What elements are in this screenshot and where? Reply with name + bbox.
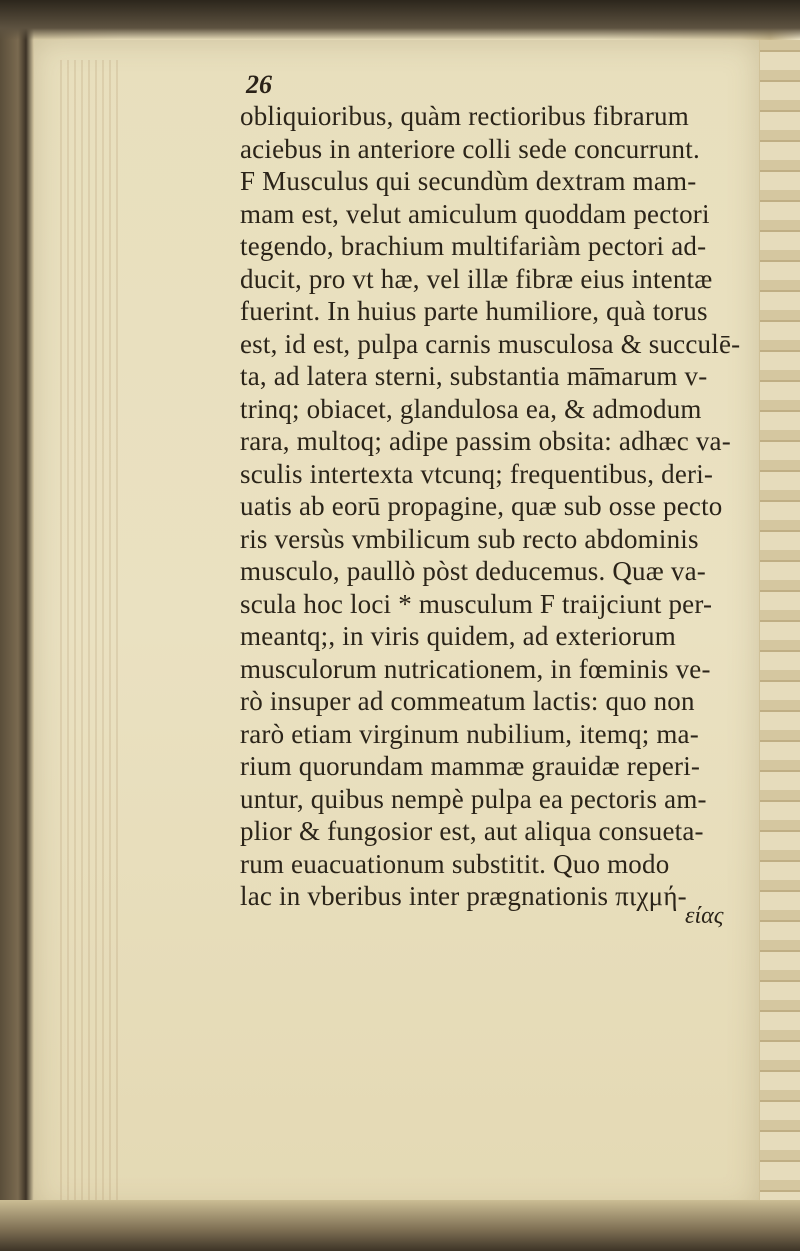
text-line: ta, ad latera sterni, substantia mā̄marum v- (240, 361, 708, 391)
scan-background-bottom (0, 1200, 800, 1251)
page-number: 26 (246, 70, 272, 99)
text-line: ducit, pro vt hæ, vel illæ fibræ eius intentæ (240, 263, 713, 294)
text-line: aciebus in anteriore colli sede concurrunt. (240, 133, 700, 164)
text-line: sculis intertexta vtcunq; frequentibus, deri- (240, 458, 714, 489)
text-line: F Musculus qui secundùm dextram mam- (240, 166, 697, 196)
text-line: est, id est, pulpa carnis musculosa & succulē- (240, 328, 740, 359)
text-line: uatis ab eorū propagine, quæ sub osse pecto (240, 491, 723, 521)
text-line: tegendo, brachium multifariàm pectori ad- (240, 231, 707, 261)
text-line: ris versùs vmbilicum sub recto abdominis (240, 523, 699, 554)
catchword: είας (685, 903, 724, 929)
text-line: lac in vberibus inter prægnationis πιχμή- (240, 881, 687, 911)
text-line: rò insuper ad commeatum lactis: quo non (240, 686, 695, 716)
scan-background-top (0, 0, 800, 40)
text-line: musculo, paullò pòst deducemus. Quæ va- (240, 556, 706, 586)
text-line: fuerint. In huius parte humiliore, quà torus (240, 296, 708, 326)
bleed-through-left (60, 60, 120, 1210)
text-line: scula hoc loci * musculum F traijciunt per- (240, 588, 713, 619)
page-edges-right (760, 40, 800, 1210)
text-line: rara, multoq; adipe passim obsita: adhæc va- (240, 426, 731, 456)
text-line: musculorum nutricationem, in fœminis ve- (240, 653, 711, 684)
text-line: untur, quibus nempè pulpa ea pectoris am- (240, 783, 707, 814)
text-line: obliquioribus, quàm rectioribus fibrarum (240, 101, 689, 131)
text-line: meantq;, in viris quidem, ad exteriorum (240, 621, 676, 651)
body-text (240, 100, 740, 913)
text-line: rium quorundam mammæ grauidæ reperi- (240, 751, 701, 781)
text-line: mam est, velut amiculum quoddam pectori (240, 198, 710, 229)
text-line: plior & fungosior est, aut aliqua consueta- (240, 816, 704, 846)
text-line: trinq; obiacet, glandulosa ea, & admodum (240, 393, 702, 424)
text-line: rum euacuationum substitit. Quo modo (240, 848, 670, 879)
text-line: rarò etiam virginum nubilium, itemq; ma- (240, 718, 699, 749)
